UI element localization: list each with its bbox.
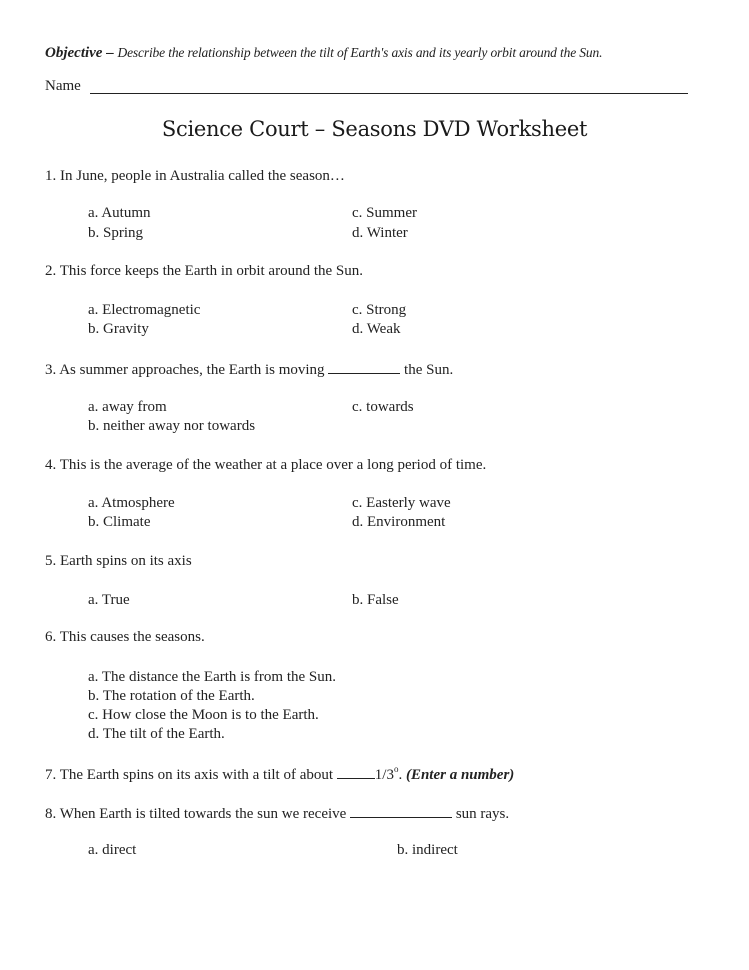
q6-option-d[interactable]: d. The tilt of the Earth. [88,726,225,742]
q4-option-c[interactable]: c. Easterly wave [352,495,451,511]
q5-option-a[interactable]: a. True [88,592,130,608]
q2-option-c[interactable]: c. Strong [352,302,407,318]
question-number: 2. [45,263,57,279]
q1-option-d[interactable]: d. Winter [352,225,408,241]
q4-option-d[interactable]: d. Environment [352,514,446,530]
name-label: Name [45,78,81,94]
question-text-before: The Earth spins on its axis with a tilt of about [59,767,334,783]
question-text: This force keeps the Earth in orbit around the Sun. [59,263,363,279]
question-number: 1. [45,168,57,184]
q8-answer-blank[interactable] [350,805,452,818]
q7-answer-blank[interactable] [337,766,375,779]
question-1 [45,169,345,184]
question-text-after: the Sun. [404,362,454,378]
q3-answer-blank[interactable] [328,361,400,374]
q2-option-d[interactable]: d. Weak [352,321,401,337]
question-text: This is the average of the weather at a place over a long period of time. [59,457,487,473]
objective-text: Describe the relationship between the tilt of Earth's axis and its yearly orbit around the Sun. [117,45,603,60]
question-number: 6. [45,629,57,645]
q2-option-a[interactable]: a. Electromagnetic [88,302,201,318]
q6-option-c[interactable]: c. How close the Moon is to the Earth. [88,707,319,723]
question-8 [45,805,509,822]
name-input-line[interactable] [90,93,688,94]
question-number: 4. [45,457,57,473]
question-3 [45,361,453,378]
q3-option-b[interactable]: b. neither away nor towards [88,418,256,434]
q3-option-c[interactable]: c. towards [352,399,414,415]
question-4 [45,458,486,473]
q2-option-b[interactable]: b. Gravity [88,321,149,337]
period: . [398,767,403,783]
question-text-before: As summer approaches, the Earth is moving [59,362,325,378]
question-text-after: sun rays. [455,806,510,822]
degree-symbol: o [393,764,399,774]
q6-option-a[interactable]: a. The distance the Earth is from the Sun. [88,669,336,685]
question-text: Earth spins on its axis [60,553,192,569]
q8-option-b[interactable]: b. indirect [397,842,458,858]
question-text-before: When Earth is tilted towards the sun we receive [59,806,347,822]
q1-option-a[interactable]: a. Autumn [88,205,151,221]
q4-option-b[interactable]: b. Climate [88,514,151,530]
objective [45,46,602,61]
q5-option-b[interactable]: b. False [352,592,399,608]
question-text: This causes the seasons. [59,629,205,645]
question-number: 3. [45,362,57,378]
q7-hint: (Enter a number) [405,767,515,783]
question-6 [45,630,205,645]
question-text-after: 1/3 [374,767,394,783]
question-7 [45,766,514,783]
question-number: 8. [45,806,57,822]
q6-option-b[interactable]: b. The rotation of the Earth. [88,688,255,704]
q1-option-c[interactable]: c. Summer [352,205,417,221]
q8-option-a[interactable]: a. direct [88,842,137,858]
question-2 [45,264,363,279]
question-text: In June, people in Australia called the season… [60,168,345,184]
objective-label: Objective – [45,45,118,61]
q4-option-a[interactable]: a. Atmosphere [88,495,175,511]
q3-option-a[interactable]: a. away from [88,399,167,415]
question-number: 5. [45,553,57,569]
page-title: Science Court – Seasons DVD Worksheet [161,117,588,141]
question-5 [45,554,192,569]
question-number: 7. [45,767,57,783]
q1-option-b[interactable]: b. Spring [88,225,144,241]
